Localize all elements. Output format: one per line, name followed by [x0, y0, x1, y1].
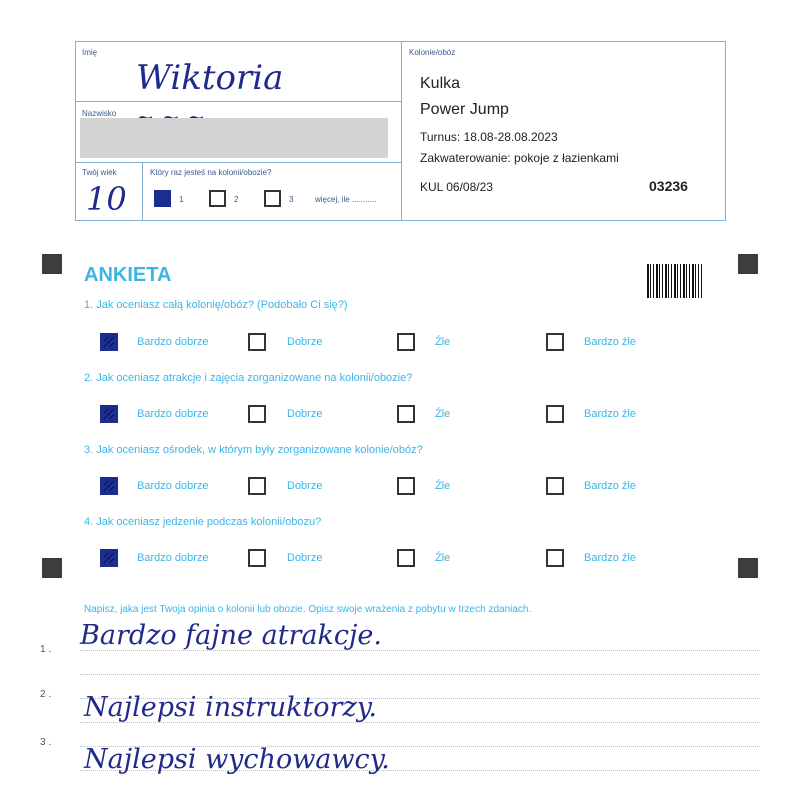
camp-turnus: Turnus: 18.08-28.08.2023 [420, 130, 558, 144]
q2-bardzo-zle-label: Bardzo źle [584, 408, 636, 420]
q1-bardzo-zle-checkbox[interactable] [546, 333, 564, 351]
times-option-1-label: 1 [179, 195, 184, 204]
age-divider [142, 162, 143, 220]
question-3-text: 3. Jak oceniasz ośrodek, w którym były zorganizowane kolonie/obóz? [84, 444, 423, 456]
q3-dobrze-checkbox[interactable] [248, 477, 266, 495]
q2-bardzo-dobrze-label: Bardzo dobrze [137, 408, 209, 420]
registration-marker-bottom-left [42, 558, 62, 578]
registration-marker-top-left [42, 254, 62, 274]
q3-bardzo-dobrze-label: Bardzo dobrze [137, 480, 209, 492]
surname-redaction [80, 118, 388, 158]
q1-bardzo-dobrze-label: Bardzo dobrze [137, 336, 209, 348]
q4-zle-label: Źle [435, 552, 451, 564]
q3-zle-label: Źle [435, 480, 451, 492]
line-number-2: 2 . [40, 689, 52, 700]
registration-marker-bottom-right [738, 558, 758, 578]
times-option-2-checkbox[interactable] [209, 190, 226, 207]
times-option-1-checkbox[interactable] [154, 190, 171, 207]
answer-line [80, 674, 760, 675]
surname-divider [76, 162, 401, 163]
name-label: Imię [82, 48, 98, 57]
q4-bardzo-dobrze-checkbox[interactable] [100, 549, 118, 567]
age-label: Twój wiek [82, 168, 117, 177]
q4-dobrze-label: Dobrze [287, 552, 323, 564]
question-4-text: 4. Jak oceniasz jedzenie podczas kolonii/obozu? [84, 516, 322, 528]
times-option-3-label: 3 [289, 195, 294, 204]
surname-handwriting-fragment [136, 106, 205, 118]
q3-dobrze-label: Dobrze [287, 480, 323, 492]
question-1-text: 1. Jak oceniasz całą kolonię/obóz? (Podobało Ci się?) [84, 299, 348, 311]
q1-zle-label: Źle [435, 336, 451, 348]
q1-bardzo-dobrze-checkbox[interactable] [100, 333, 118, 351]
q3-bardzo-zle-checkbox[interactable] [546, 477, 564, 495]
form-number: 03236 [649, 178, 688, 194]
q4-zle-checkbox[interactable] [397, 549, 415, 567]
q2-zle-checkbox[interactable] [397, 405, 415, 423]
barcode [647, 264, 702, 298]
answer-2-text[interactable]: Najlepsi instruktorzy. [84, 692, 377, 723]
q1-dobrze-label: Dobrze [287, 336, 323, 348]
q3-bardzo-zle-label: Bardzo źle [584, 480, 636, 492]
times-option-2-label: 2 [234, 195, 239, 204]
header-form [75, 41, 726, 221]
camp-label: Kolonie/obóz [409, 48, 456, 57]
q2-dobrze-checkbox[interactable] [248, 405, 266, 423]
q3-zle-checkbox[interactable] [397, 477, 415, 495]
q4-bardzo-zle-label: Bardzo źle [584, 552, 636, 564]
age-value[interactable]: 10 [86, 180, 127, 218]
answer-3-text[interactable]: Najlepsi wychowawcy. [84, 744, 390, 775]
q4-dobrze-checkbox[interactable] [248, 549, 266, 567]
camp-program: Power Jump [420, 101, 509, 118]
times-option-3-checkbox[interactable] [264, 190, 281, 207]
name-value[interactable]: Wiktoria [136, 58, 284, 98]
line-number-1: 1 . [40, 644, 52, 655]
q2-dobrze-label: Dobrze [287, 408, 323, 420]
q2-bardzo-dobrze-checkbox[interactable] [100, 405, 118, 423]
camp-code: KUL 06/08/23 [420, 180, 493, 194]
q4-bardzo-dobrze-label: Bardzo dobrze [137, 552, 209, 564]
times-option-more-label: więcej, ile ........... [315, 195, 377, 204]
survey-title: ANKIETA [84, 264, 172, 286]
camp-accommodation: Zakwaterowanie: pokoje z łazienkami [420, 151, 619, 165]
q1-dobrze-checkbox[interactable] [248, 333, 266, 351]
answer-1-text[interactable]: Bardzo fajne atrakcje. [80, 620, 382, 651]
question-2-text: 2. Jak oceniasz atrakcje i zajęcia zorganizowane na kolonii/obozie? [84, 372, 413, 384]
q2-bardzo-zle-checkbox[interactable] [546, 405, 564, 423]
q4-bardzo-zle-checkbox[interactable] [546, 549, 564, 567]
camp-name: Kulka [420, 75, 461, 92]
header-divider [401, 42, 402, 220]
q1-zle-checkbox[interactable] [397, 333, 415, 351]
surname-label: Nazwisko [82, 109, 117, 118]
opinion-prompt: Napisz, jaka jest Twoja opinia o kolonii lub obozie. Opisz swoje wrażenia z pobytu w trzech zdaniach. [84, 604, 532, 615]
line-number-3: 3 . [40, 737, 52, 748]
times-label: Który raz jesteś na kolonii/obozie? [150, 168, 272, 177]
q3-bardzo-dobrze-checkbox[interactable] [100, 477, 118, 495]
q1-bardzo-zle-label: Bardzo źle [584, 336, 636, 348]
q2-zle-label: Źle [435, 408, 451, 420]
registration-marker-top-right [738, 254, 758, 274]
name-divider [76, 101, 401, 102]
